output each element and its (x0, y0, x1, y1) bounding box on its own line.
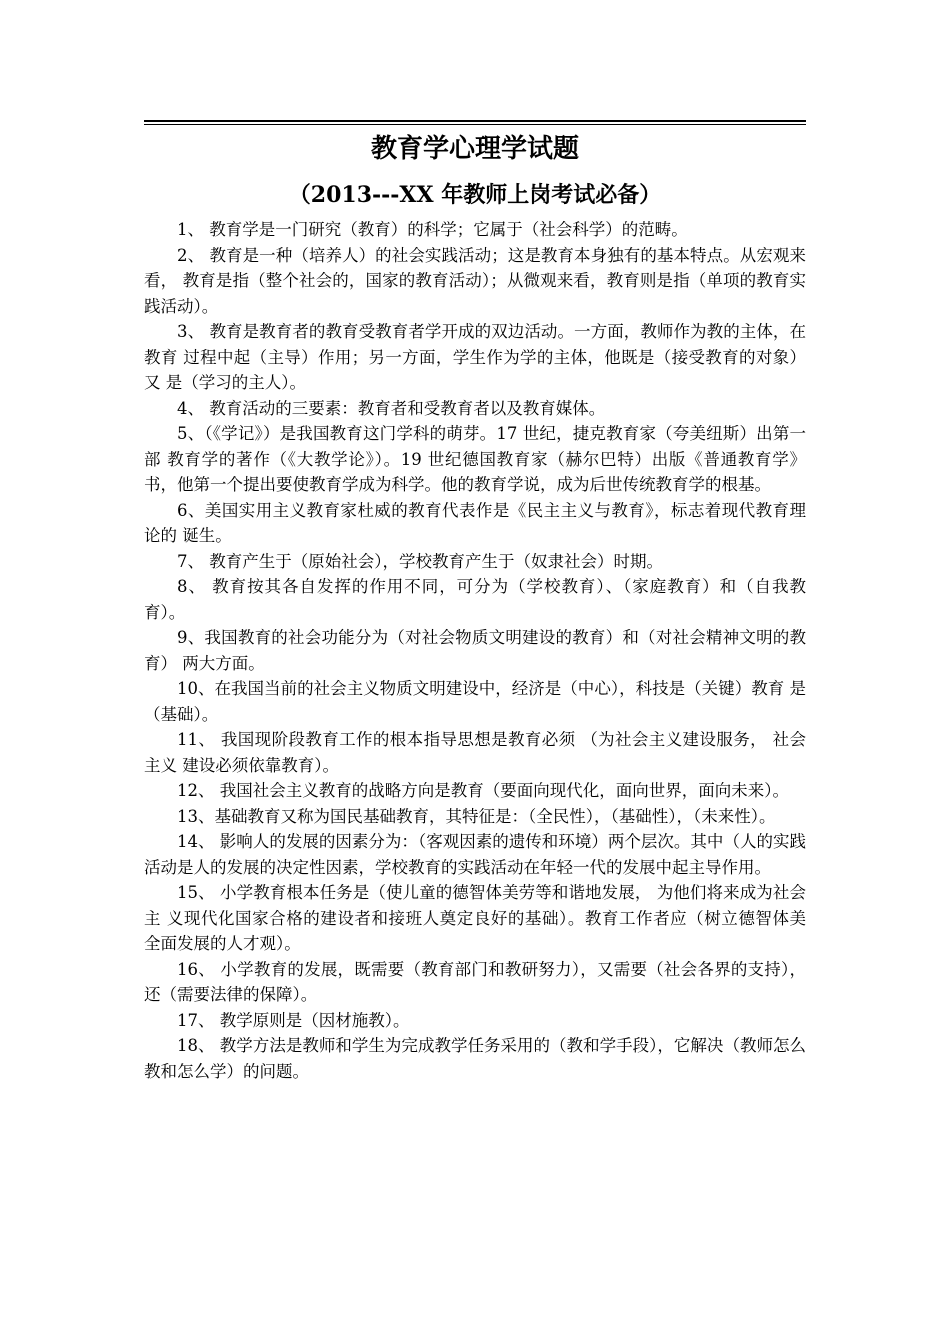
list-item: 14、 影响人的发展的因素分为：（客观因素的遗传和环境）两个层次。其中（人的实践 活动是人的发展的决定性因素，学校教育的实践活动在年轻一代的发展中起主导作用。 (144, 832, 806, 877)
list-item: 17、 教学原则是（因材施教）。 (177, 1010, 410, 1030)
list-item: 16、 小学教育的发展，既需要（教育部门和教研努力），又需要（社会各界的支持）， 还（需要法律的保障）。 (144, 959, 806, 1004)
list-item: 11、 我国现阶段教育工作的根本指导思想是教育必须 （为社会主义建设服务， 社会主义 建设必须依靠教育）。 (144, 730, 806, 775)
list-item: 3、 教育是教育者的教育受教育者学开成的双边活动。一方面，教师作为教的主体，在教育 过程中起（主导）作用；另一方面，学生作为学的主体，他既是（接受教育的对象） 又 是（学习的主人）。 (144, 322, 806, 392)
list-item: 9、我国教育的社会功能分为（对社会物质文明建设的教育）和（对社会精神文明的教育） 两大方面。 (144, 628, 806, 673)
list-item: 10、在我国当前的社会主义物质文明建设中，经济是（中心），科技是（关键）教育 是（基础）。 (144, 679, 806, 724)
document-title: 教育学心理学试题 (370, 134, 579, 164)
list-item: 4、 教育活动的三要素：教育者和受教育者以及教育媒体。 (177, 398, 606, 418)
header-rule (144, 120, 806, 125)
document-subtitle: （2013---XX 年教师上岗考试必备） (288, 182, 662, 208)
list-item: 15、 小学教育根本任务是（使儿童的德智体美劳等和谐地发展， 为他们将来成为社会主 义现代化国家合格的建设者和接班人奠定良好的基础）。教育工作者应（树立德智体美 全面发展的人才观）。 (144, 883, 806, 953)
list-item: 6、美国实用主义教育家杜威的教育代表作是《民主主义与教育》，标志着现代教育理论的 诞生。 (144, 500, 806, 545)
list-item: 2、 教育是一种（培养人）的社会实践活动；这是教育本身独有的基本特点。从宏观来看， 教育是指（整个社会的，国家的教育活动）；从微观来看，教育则是指（单项的教育实 践活动）。 (144, 245, 806, 316)
list-item: 5、（《学记》）是我国教育这门学科的萌芽。17 世纪，捷克教育家（夸美纽斯）出第一部 教育学的著作（《大教学论》）。19 世纪德国教育家（赫尔巴特）出版《普通教育学》 书，他第一个提出要使教育学成为科学。他的教育学说，成为后世传统教育学的根基。 (144, 424, 806, 494)
document-page (144, 120, 806, 1084)
question-list (144, 217, 806, 1084)
list-item: 7、 教育产生于（原始社会），学校教育产生于（奴隶社会）时期。 (177, 551, 663, 571)
list-item: 18、 教学方法是教师和学生为完成教学任务采用的（教和学手段），它解决（教师怎么 教和怎么学）的问题。 (144, 1036, 806, 1081)
list-item: 12、 我国社会主义教育的战略方向是教育（要面向现代化，面向世界，面向未来）。 (177, 781, 789, 800)
list-item: 1、 教育学是一门研究（教育）的科学；它属于（社会科学）的范畴。 (177, 220, 688, 239)
list-item: 8、 教育按其各自发挥的作用不同，可分为（学校教育）、（家庭教育）和（自我教育）。 (144, 577, 806, 622)
list-item: 13、基础教育又称为国民基础教育，其特征是：（全民性），（基础性），（未来性）。 (177, 806, 776, 826)
